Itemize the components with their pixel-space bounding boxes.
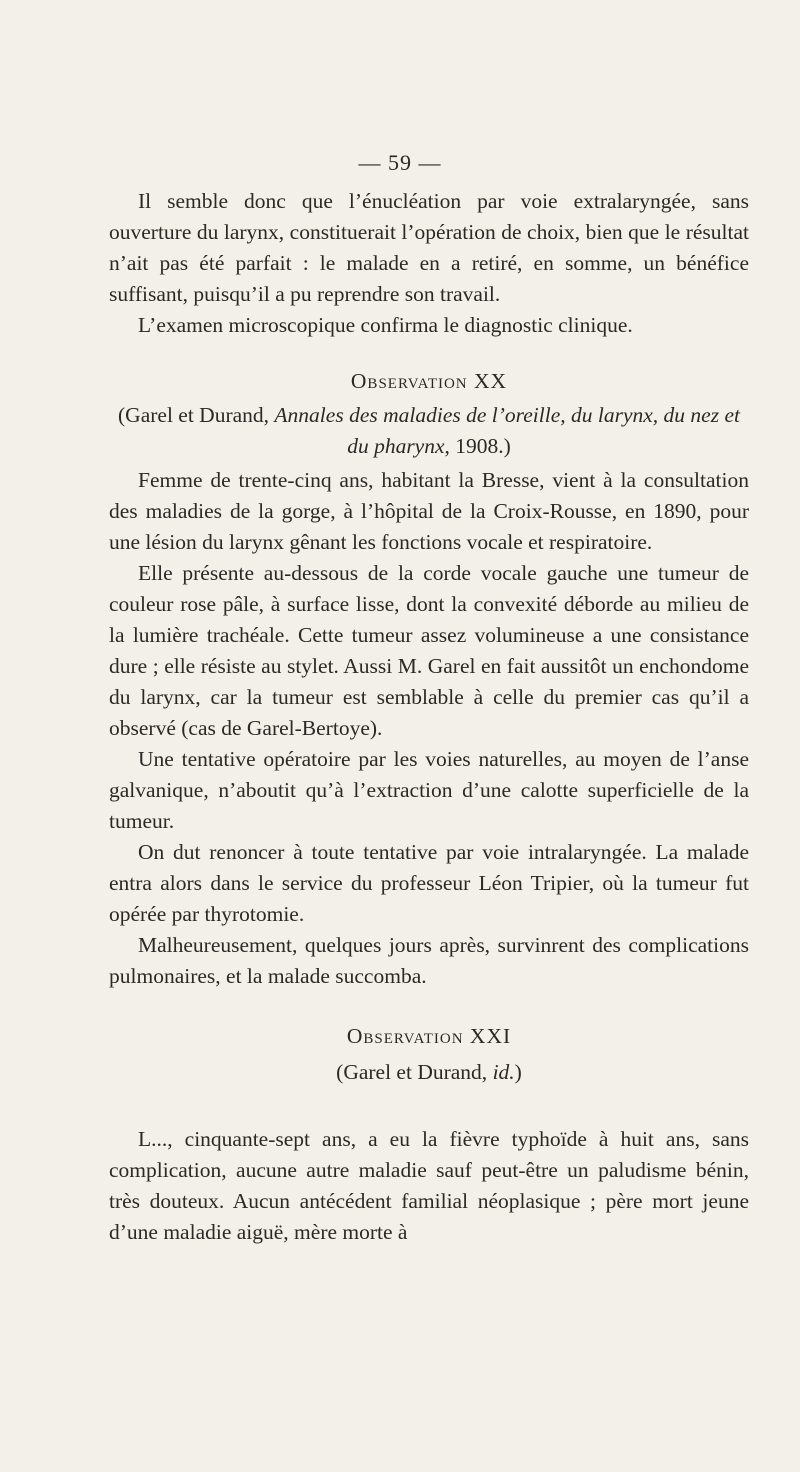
observation-20-citation: [109, 400, 749, 462]
observation-20-heading: Observation XX: [350, 369, 508, 393]
obs20-paragraph-4: On dut renoncer à toute tentative par voie intralaryngée. La malade entra alors dans le service du professeur Léon Tripier, où la tumeur fut opérée par thyrotomie.: [109, 840, 749, 926]
observation-21-text-block: [109, 1124, 749, 1248]
observation-21-heading: Observation XXI: [346, 1024, 512, 1048]
page-number: — 59 —: [358, 150, 442, 175]
obs20-paragraph-5: Malheureusement, quelques jours après, survinrent des complications pulmonaires, et la malade succomba.: [109, 933, 749, 988]
observation-21-citation: [109, 1057, 749, 1088]
intro-text-block: [109, 186, 749, 341]
citation-20-journal: Annales des maladies de l’oreille, du larynx, du nez et du pharynx: [274, 403, 740, 458]
citation-20-close: , 1908.): [444, 434, 511, 458]
intro-paragraph-2: L’examen microscopique confirma le diagnostic clinique.: [138, 313, 633, 337]
observation-20-text-block: [109, 465, 749, 992]
citation-20-open: (Garel et Durand,: [118, 403, 275, 427]
citation-21-journal: id.: [492, 1060, 515, 1084]
obs21-paragraph-1: L..., cinquante-sept ans, a eu la fièvre typhoïde à huit ans, sans complication, aucune autre maladie sauf peut-être un paludisme bénin, très douteux. Aucun antécédent familial néoplasique ; père mort jeune d’une maladie aiguë, mère morte à: [109, 1127, 749, 1244]
obs20-paragraph-3: Une tentative opératoire par les voies naturelles, au moyen de l’anse galvanique, n’aboutit qu’à l’extraction d’une calotte superficielle de la tumeur.: [109, 747, 749, 833]
obs20-paragraph-1: Femme de trente-cinq ans, habitant la Bresse, vient à la consultation des maladies de la gorge, à l’hôpital de la Croix-Rousse, en 1890, pour une lésion du larynx gênant les fonctions vocale et respiratoire.: [109, 468, 749, 554]
intro-paragraph-1: Il semble donc que l’énucléation par voie extralaryngée, sans ouverture du larynx, constituerait l’opération de choix, bien que le résultat n’ait pas été parfait : le malade en a retiré, en somme, un bénéfice suffisant, puisqu’il a pu reprendre son travail.: [109, 189, 749, 306]
citation-21-close: ): [514, 1060, 522, 1084]
obs20-paragraph-2: Elle présente au-dessous de la corde vocale gauche une tumeur de couleur rose pâle, à surface lisse, dont la convexité déborde au milieu de la lumière trachéale. Cette tumeur assez volumineuse a une consistance dure ; elle résiste au stylet. Aussi M. Garel en fait aussitôt un enchondome du larynx, car la tumeur est semblable à celle du premier cas qu’il a observé (cas de Garel-Bertoye).: [109, 561, 749, 740]
citation-21-open: (Garel et Durand,: [336, 1060, 493, 1084]
